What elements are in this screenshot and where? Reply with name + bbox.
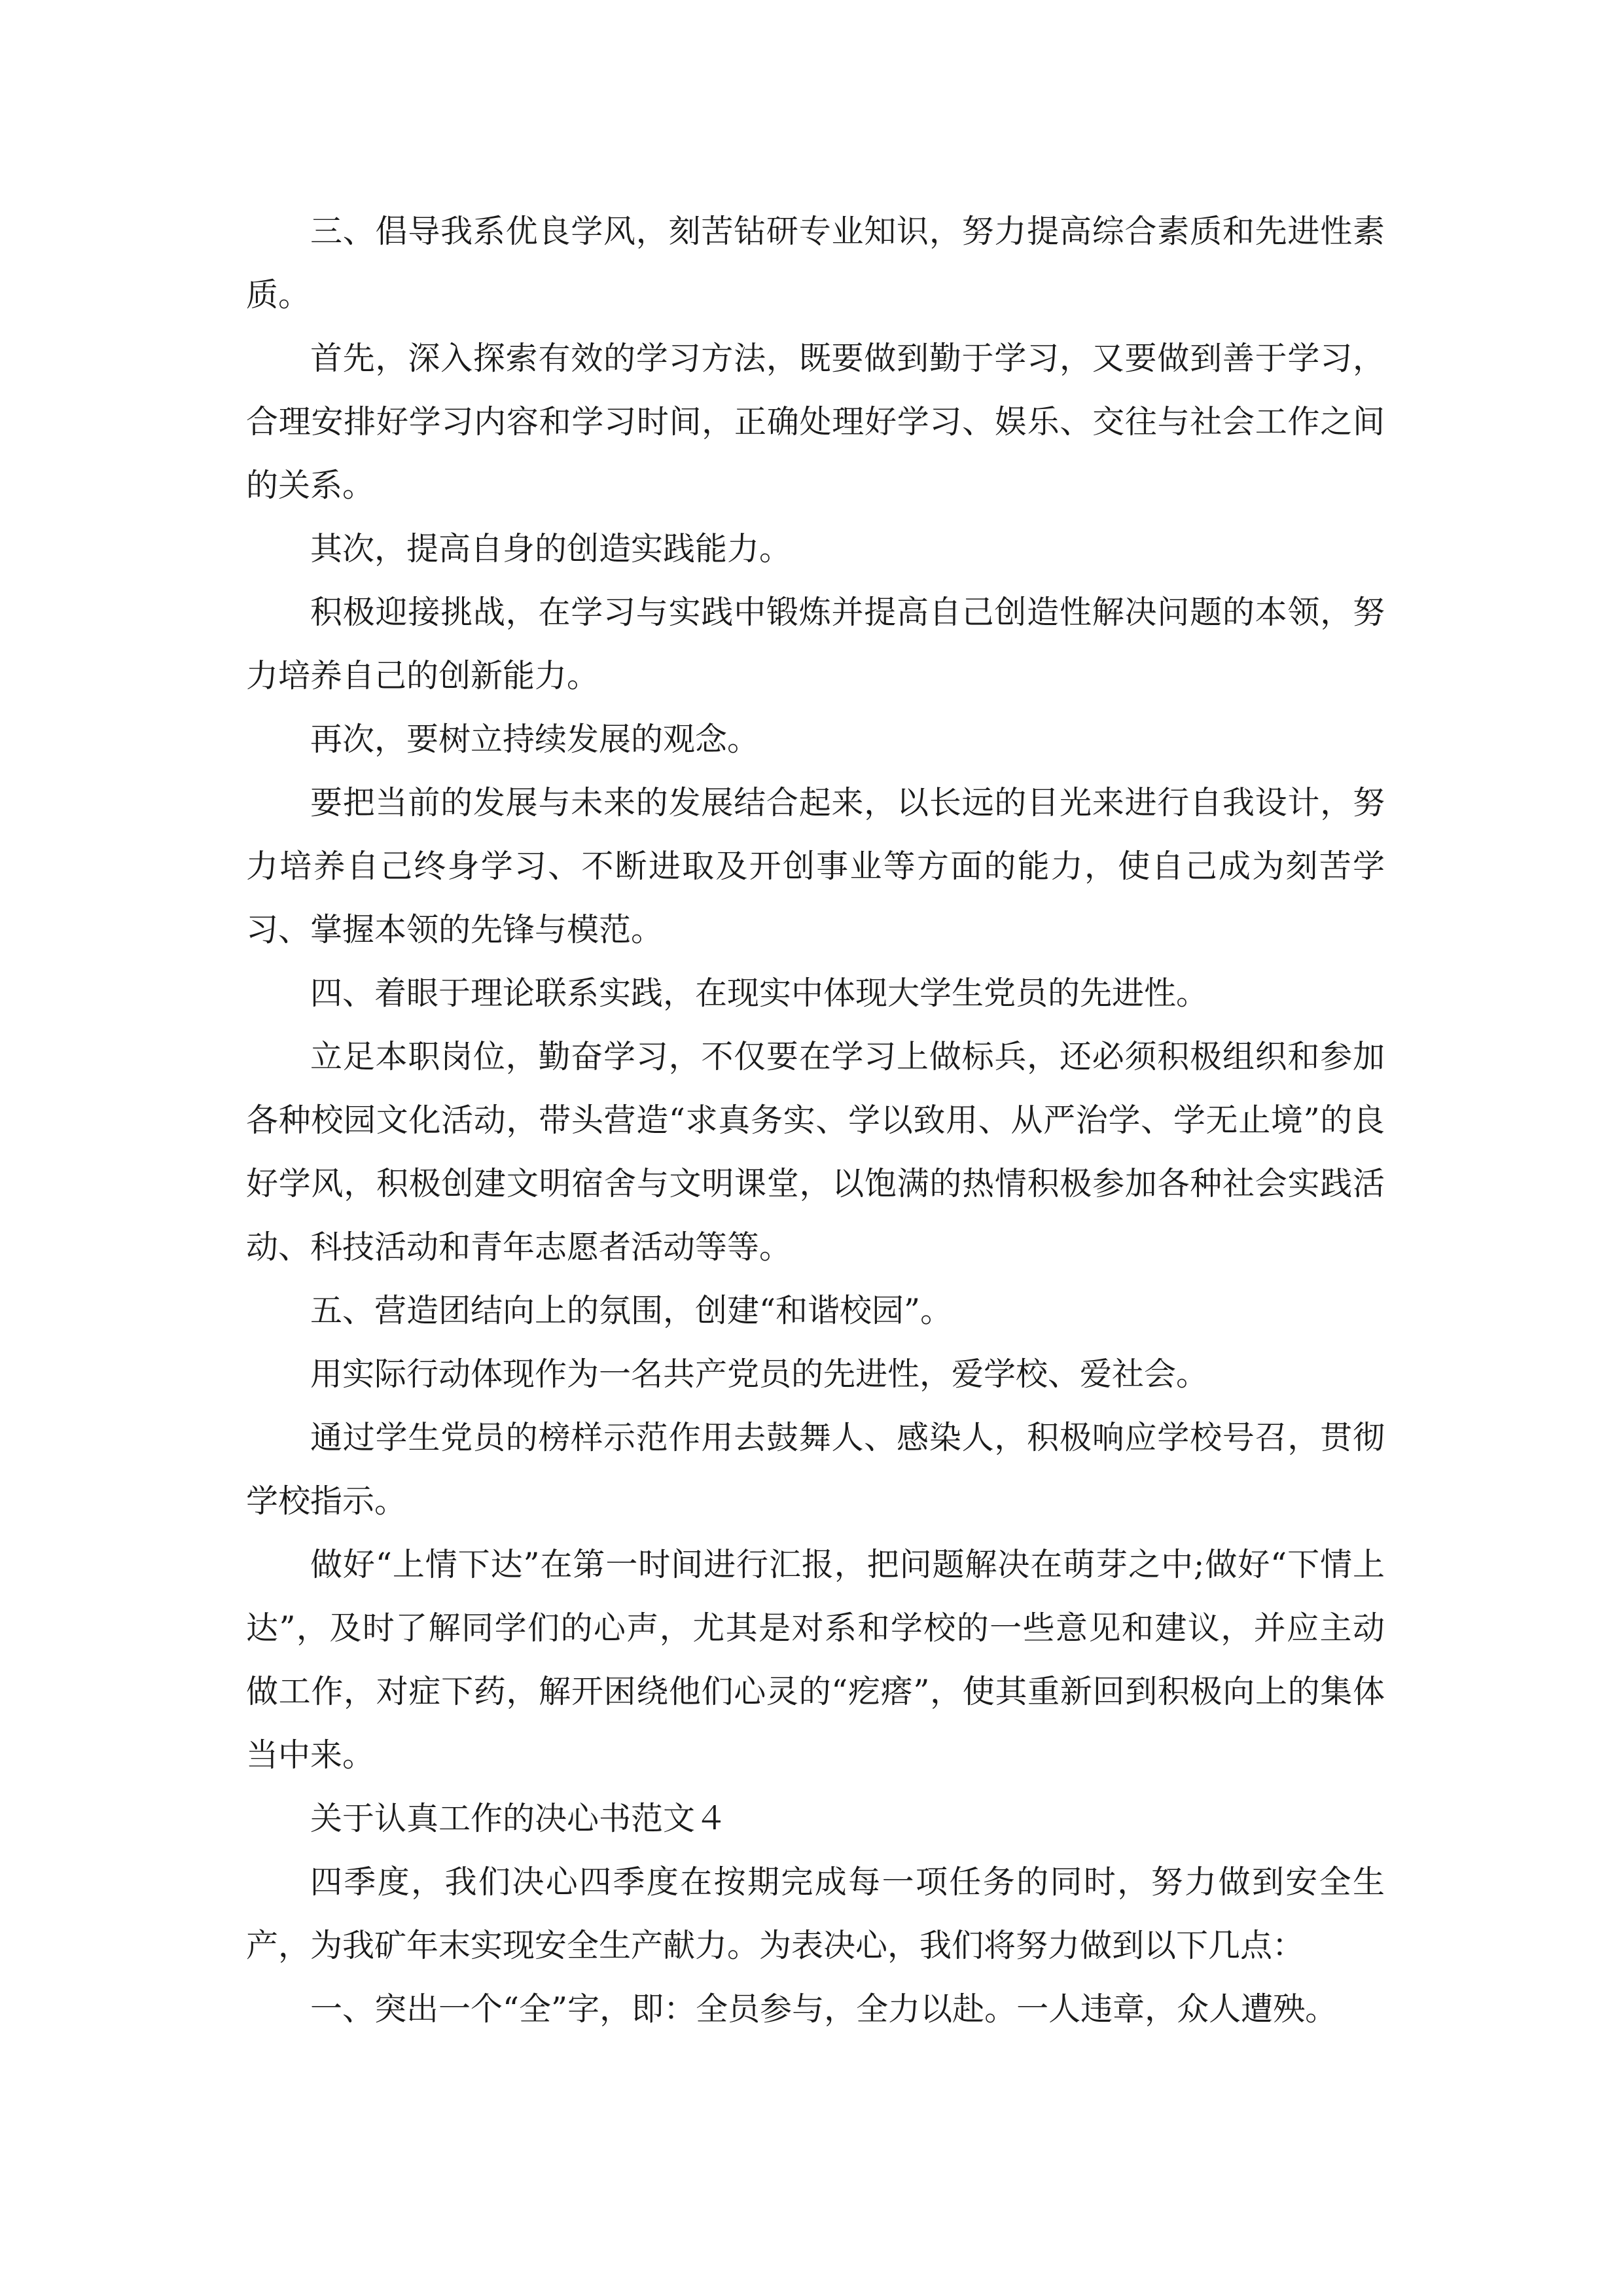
- paragraph-section-three-heading: 三、倡导我系优良学风，刻苦钻研专业知识，努力提高综合素质和先进性素质。: [246, 213, 1385, 314]
- paragraph-practical-action: 用实际行动体现作为一名共产党员的先进性，爱学校、爱社会。: [310, 1355, 1209, 1393]
- paragraph-point-one-all: 一、突出一个“全”字，即：全员参与，全力以赴。一人违章，众人遭殃。: [310, 1990, 1338, 2028]
- paragraph-section-four-heading: 四、着眼于理论联系实践，在现实中体现大学生党员的先进性。: [310, 975, 1209, 1012]
- paragraph-section-five-heading: 五、营造团结向上的氛围，创建“和谐校园”。: [310, 1292, 953, 1329]
- paragraph-role-model: 通过学生党员的榜样示范作用去鼓舞人、感染人，积极响应学校号召，贯彻学校指示。: [246, 1419, 1385, 1520]
- paragraph-challenge: 积极迎接挑战，在学习与实践中锻炼并提高自己创造性解决问题的本领，努力培养自己的创新能力。: [246, 594, 1385, 694]
- paragraph-fourth-quarter: 四季度，我们决心四季度在按期完成每一项任务的同时，努力做到安全生产，为我矿年末实现安全生产献力。为表决心，我们将努力做到以下几点：: [246, 1863, 1385, 1964]
- document-body: [246, 200, 1385, 2041]
- paragraph-first-point: 首先，深入探索有效的学习方法，既要做到勤于学习，又要做到善于学习，合理安排好学习内容和学习时间，正确处理好学习、娱乐、交往与社会工作之间的关系。: [246, 340, 1385, 504]
- paragraph-second-point: 其次，提高自身的创造实践能力。: [310, 530, 792, 567]
- paragraph-communication: 做好“上情下达”在第一时间进行汇报，把问题解决在萌芽之中;做好“下情上达”，及时了解同学们的心声，尤其是对系和学校的一些意见和建议，并应主动做工作，对症下药，解开困绕他们心灵的“疙瘩”，使其重新回到积极向上的集体当中来。: [246, 1546, 1385, 1774]
- paragraph-third-point: 再次，要树立持续发展的观念。: [310, 721, 760, 758]
- paragraph-development: 要把当前的发展与未来的发展结合起来，以长远的目光来进行自我设计，努力培养自己终身学习、不断进取及开创事业等方面的能力，使自己成为刻苦学习、掌握本领的先锋与模范。: [246, 784, 1385, 948]
- paragraph-campus-activities: 立足本职岗位，勤奋学习，不仅要在学习上做标兵，还必须积极组织和参加各种校园文化活动，带头营造“求真务实、学以致用、从严治学、学无止境”的良好学风，积极创建文明宿舍与文明课堂，以饱满的热情积极参加各种社会实践活动、科技活动和青年志愿者活动等等。: [246, 1038, 1385, 1266]
- paragraph-sample-title: 关于认真工作的决心书范文４: [310, 1800, 728, 1837]
